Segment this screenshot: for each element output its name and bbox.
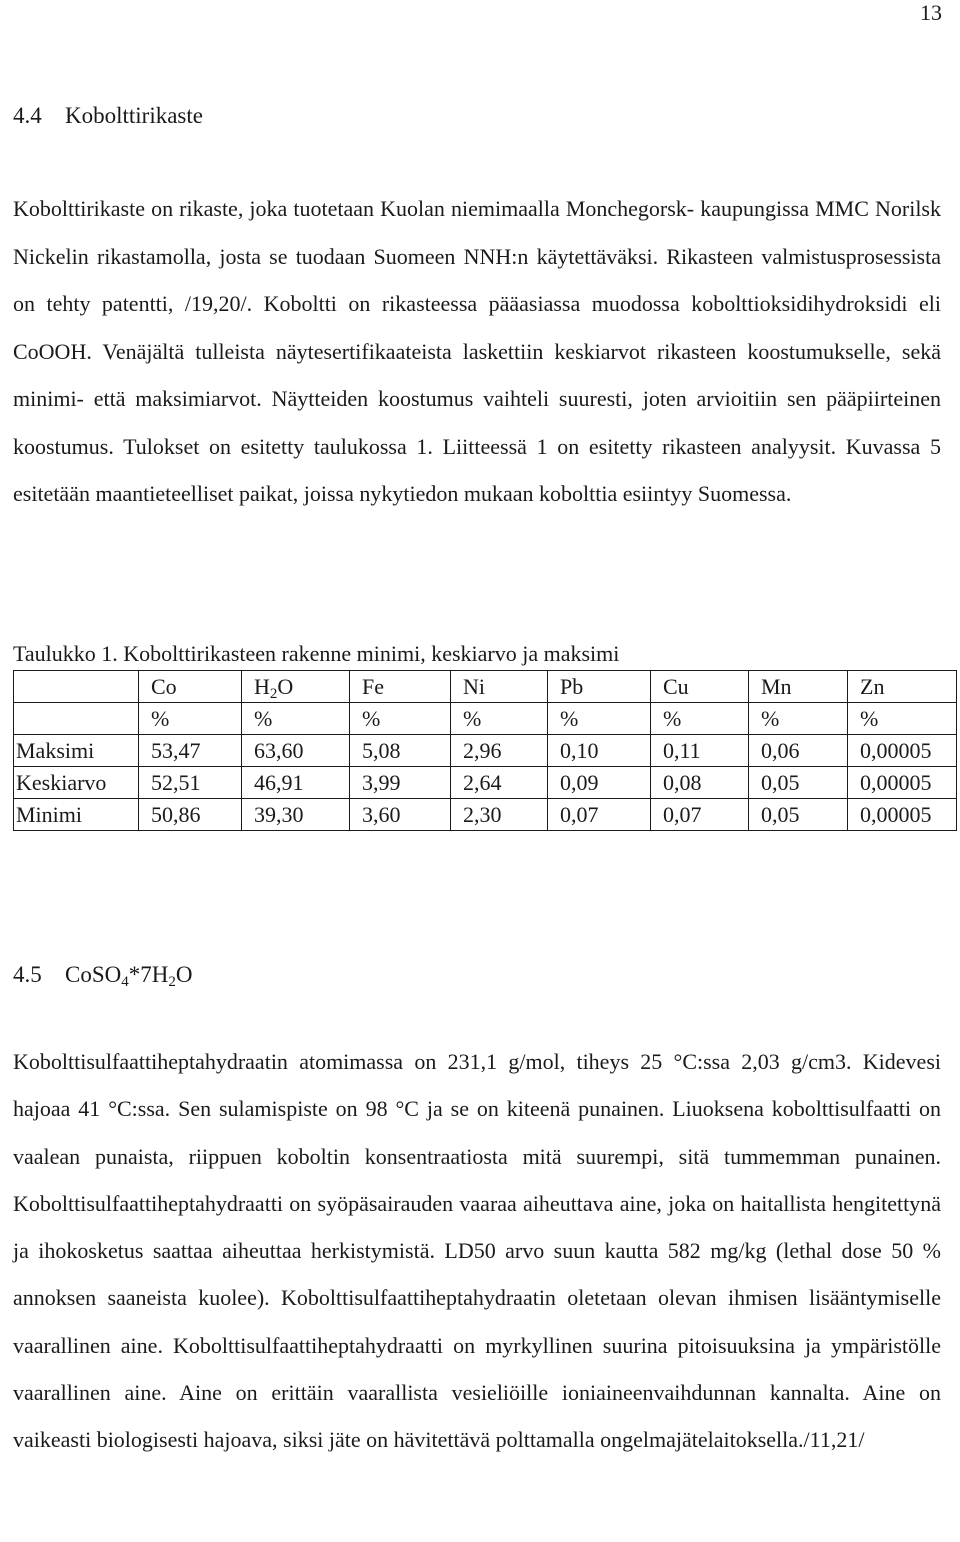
table-row-minimi: [14, 799, 957, 831]
table-cell: 3,99: [350, 767, 451, 799]
table-cell: 2,30: [451, 799, 548, 831]
section-heading-4-5: [13, 960, 193, 990]
table-cell: 46,91: [242, 767, 350, 799]
header-cell-co: Co: [139, 671, 242, 703]
table-cell: 0,00005: [848, 799, 957, 831]
unit-cell: %: [350, 703, 451, 735]
row-label: Maksimi: [14, 735, 139, 767]
unit-cell: %: [451, 703, 548, 735]
table-cell: 2,96: [451, 735, 548, 767]
unit-cell: %: [749, 703, 848, 735]
header-cell-cu: Cu: [651, 671, 749, 703]
table-cell: 53,47: [139, 735, 242, 767]
table-cell: 0,06: [749, 735, 848, 767]
table-cell: 0,10: [548, 735, 651, 767]
composition-table: [13, 670, 957, 831]
table-cell: 0,07: [548, 799, 651, 831]
unit-cell: %: [848, 703, 957, 735]
table-cell: 0,00005: [848, 767, 957, 799]
header-cell-empty: [14, 671, 139, 703]
table-cell: 52,51: [139, 767, 242, 799]
section-title: Kobolttirikaste: [65, 103, 203, 128]
unit-cell-empty: [14, 703, 139, 735]
row-label: Minimi: [14, 799, 139, 831]
table-cell: 0,05: [749, 767, 848, 799]
header-cell-fe: Fe: [350, 671, 451, 703]
body-paragraph-cobalt-sulfate: Kobolttisulfaattiheptahydraatin atomimassa on 231,1 g/mol, tiheys 25 °C:ssa 2,03 g/cm3. Kidevesi hajoaa 41 °C:ssa. Sen sulamispiste on 98 °C ja se on kiteenä punainen. Liuoksena kobolttisulfaatti on vaalean punaista, riippuen koboltin konsentraatiosta mitä suurempi, sitä tummemman punainen. Kobolttisulfaattiheptahydraatti on syöpäsairauden vaaraa aiheuttava aine, joka on haitallista hengitettynä ja ihokosketus saattaa aiheuttaa herkistymistä. LD50 arvo suun kautta 582 mg/kg (lethal dose 50 % annoksen saaneista kuolee). Kobolttisulfaattiheptahydraatin oletetaan olevan ihmisen lisääntymiselle vaarallinen aine. Kobolttisulfaattiheptahydraatti on myrkyllinen suurina pitoisuuksina ja ympäristölle vaarallinen aine. Aine on erittäin vaarallista vesieliöille ioniaineenvaihdunnan kannalta. Aine on vaikeasti biologisesti hajoava, siksi jäte on hävitettävä polttamalla ongelmajätelaitoksella./11,21/: [13, 1049, 941, 1453]
table-cell: 50,86: [139, 799, 242, 831]
table-cell: 0,07: [651, 799, 749, 831]
table-cell: 63,60: [242, 735, 350, 767]
table-header-row: [14, 671, 957, 703]
table-row-keskiarvo: [14, 767, 957, 799]
table-cell: 0,05: [749, 799, 848, 831]
section-title: $CoSO_4*7H_2O$: [65, 962, 193, 990]
unit-cell: %: [242, 703, 350, 735]
header-cell-ni: Ni: [451, 671, 548, 703]
table-cell: 5,08: [350, 735, 451, 767]
table-cell: 0,08: [651, 767, 749, 799]
table-cell: 0,00005: [848, 735, 957, 767]
section-number: 4.4: [13, 103, 42, 128]
table-cell: 0,09: [548, 767, 651, 799]
table-cell: 39,30: [242, 799, 350, 831]
table-cell: 2,64: [451, 767, 548, 799]
header-cell-h2o: $H_2O$: [242, 671, 350, 703]
header-cell-mn: Mn: [749, 671, 848, 703]
table-caption: Taulukko 1. Kobolttirikasteen rakenne minimi, keskiarvo ja maksimi: [13, 641, 620, 666]
table-cell: 0,11: [651, 735, 749, 767]
section-number: 4.5: [13, 962, 42, 987]
table-unit-row: [14, 703, 957, 735]
header-cell-zn: Zn: [848, 671, 957, 703]
unit-cell: %: [139, 703, 242, 735]
unit-cell: %: [651, 703, 749, 735]
header-cell-pb: Pb: [548, 671, 651, 703]
table-row-maksimi: [14, 735, 957, 767]
page-number: 13: [920, 0, 942, 25]
section-heading-4-4: [13, 101, 203, 131]
body-paragraph-cobalt-concentrate: Kobolttirikaste on rikaste, joka tuotetaan Kuolan niemimaalla Monchegorsk- kaupungissa MMC Norilsk Nickelin rikastamolla, josta se tuodaan Suomeen NNH:n käytettäväksi. Rikasteen valmistusprosessista on tehty patentti, /19,20/. Koboltti on rikasteessa pääasiassa muodossa kobolttioksidihydroksidi eli CoOOH. Venäjältä tulleista näytesertifikaateista laskettiin keskiarvot rikasteen koostumukselle, sekä minimi- että maksimiarvot. Näytteiden koostumus vaihteli suuresti, joten arvioitiin sen pääpiirteinen koostumus. Tulokset on esitetty taulukossa 1. Liitteessä 1 on esitetty rikasteen analyysit. Kuvassa 5 esitetään maantieteelliset paikat, joissa nykytiedon mukaan kobolttia esiintyy Suomessa.: [13, 196, 941, 506]
unit-cell: %: [548, 703, 651, 735]
table-cell: 3,60: [350, 799, 451, 831]
row-label: Keskiarvo: [14, 767, 139, 799]
